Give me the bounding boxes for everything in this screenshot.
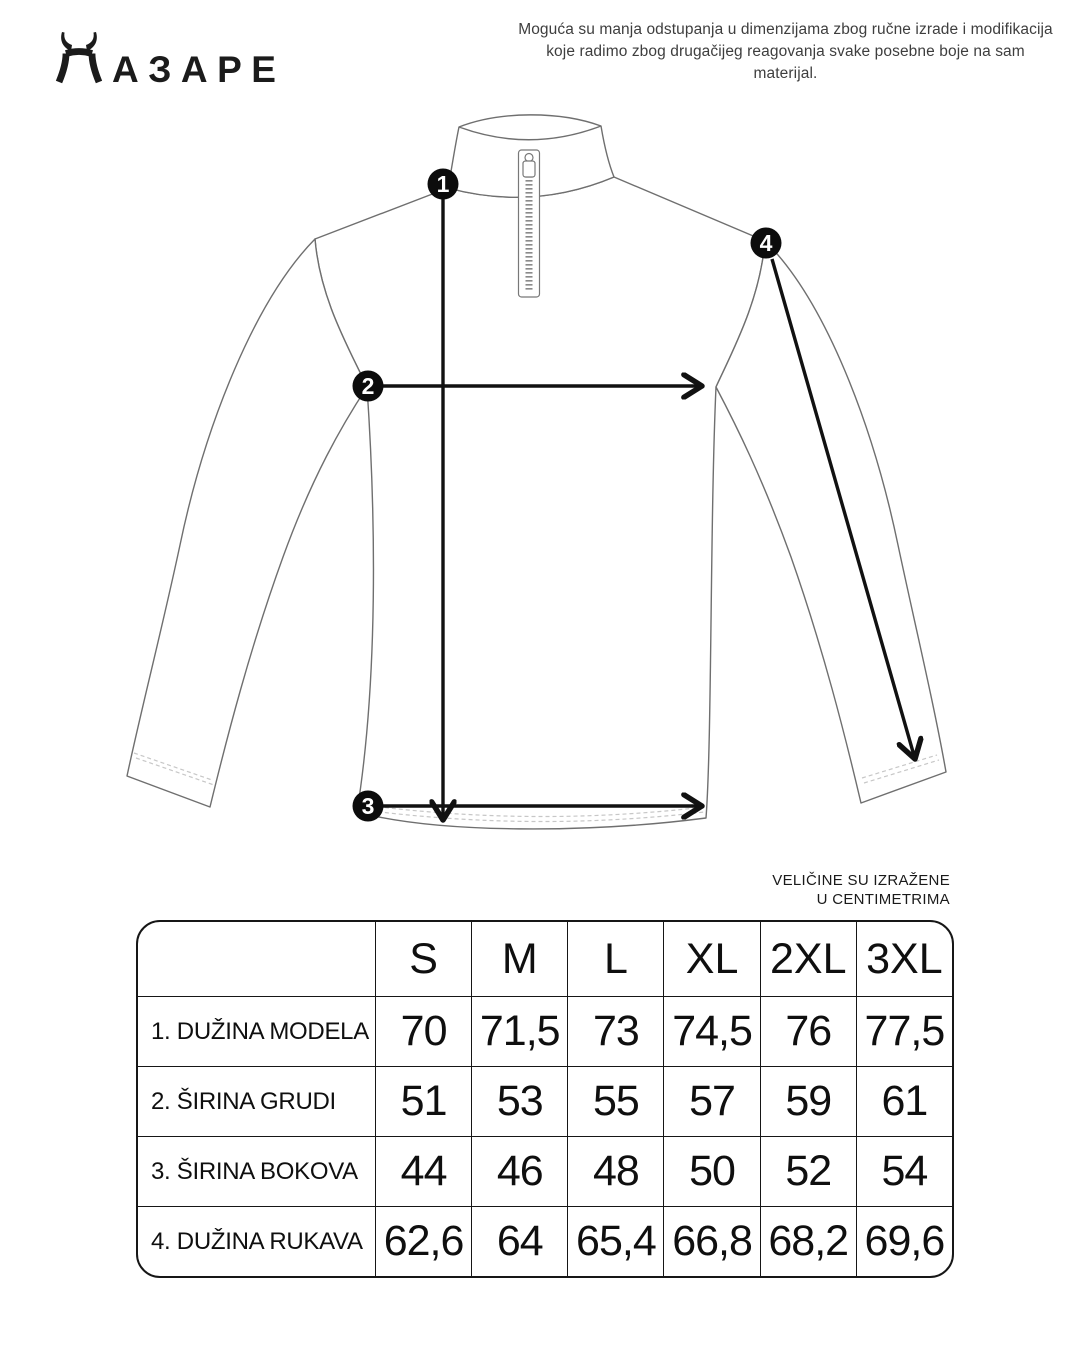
size-value-cell: 64: [471, 1206, 567, 1276]
measurement-row-label: 4. DUŽINA RUKAVA: [138, 1206, 375, 1276]
size-value-cell: 61: [856, 1066, 952, 1136]
size-value-cell: 65,4: [567, 1206, 663, 1276]
size-value-cell: 51: [375, 1066, 471, 1136]
size-value-cell: 59: [760, 1066, 856, 1136]
size-column-header: L: [567, 922, 663, 996]
size-value-cell: 57: [663, 1066, 759, 1136]
units-note: [772, 871, 950, 909]
size-value-cell: 46: [471, 1136, 567, 1206]
zipper-slider: [523, 161, 535, 177]
size-value-cell: 76: [760, 996, 856, 1066]
left-sleeve: [127, 239, 367, 807]
zipper: [519, 150, 540, 297]
marker-1: [428, 169, 459, 200]
size-value-cell: 73: [567, 996, 663, 1066]
size-value-cell: 66,8: [663, 1206, 759, 1276]
size-value-cell: 54: [856, 1136, 952, 1206]
units-note-line-1: VELIČINE SU IZRAŽENE: [772, 872, 950, 889]
size-value-cell: 70: [375, 996, 471, 1066]
marker-2: [353, 371, 384, 402]
size-column-header: XL: [663, 922, 759, 996]
size-value-cell: 44: [375, 1136, 471, 1206]
size-value-cell: 69,6: [856, 1206, 952, 1276]
units-note-line-2: U CENTIMETRIMA: [816, 891, 950, 908]
marker-4: [751, 228, 782, 259]
size-value-cell: 48: [567, 1136, 663, 1206]
size-value-cell: 77,5: [856, 996, 952, 1066]
svg-text:1: 1: [436, 171, 450, 197]
size-value-cell: 50: [663, 1136, 759, 1206]
table-corner-cell: [138, 922, 375, 996]
size-table: [136, 920, 954, 1278]
logo-text: АЗАРЕ: [112, 49, 285, 86]
measurement-row-label: 2. ŠIRINA GRUDI: [138, 1066, 375, 1136]
svg-text:2: 2: [361, 373, 375, 399]
measurement-row-label: 3. ŠIRINA BOKOVA: [138, 1136, 375, 1206]
size-value-cell: 52: [760, 1136, 856, 1206]
disclaimer-line-2: koje radimo zbog drugačijeg reagovanja svake posebne boje na sam materijal.: [546, 43, 1025, 82]
zipper-pull-ring: [525, 154, 533, 162]
size-column-header: 2XL: [760, 922, 856, 996]
size-value-cell: 68,2: [760, 1206, 856, 1276]
size-column-header: 3XL: [856, 922, 952, 996]
disclaimer-line-1: Moguća su manja odstupanja u dimenzijama zbog ručne izrade i modifikacija: [518, 21, 1053, 38]
size-value-cell: 53: [471, 1066, 567, 1136]
size-value-cell: 55: [567, 1066, 663, 1136]
marker-3: [353, 791, 384, 822]
size-column-header: M: [471, 922, 567, 996]
size-value-cell: 74,5: [663, 996, 759, 1066]
size-value-cell: 62,6: [375, 1206, 471, 1276]
size-column-header: S: [375, 922, 471, 996]
right-sleeve: [716, 241, 946, 803]
size-value-cell: 71,5: [471, 996, 567, 1066]
svg-text:4: 4: [759, 230, 773, 256]
svg-text:3: 3: [361, 793, 375, 819]
measurement-row-label: 1. DUŽINA MODELA: [138, 996, 375, 1066]
